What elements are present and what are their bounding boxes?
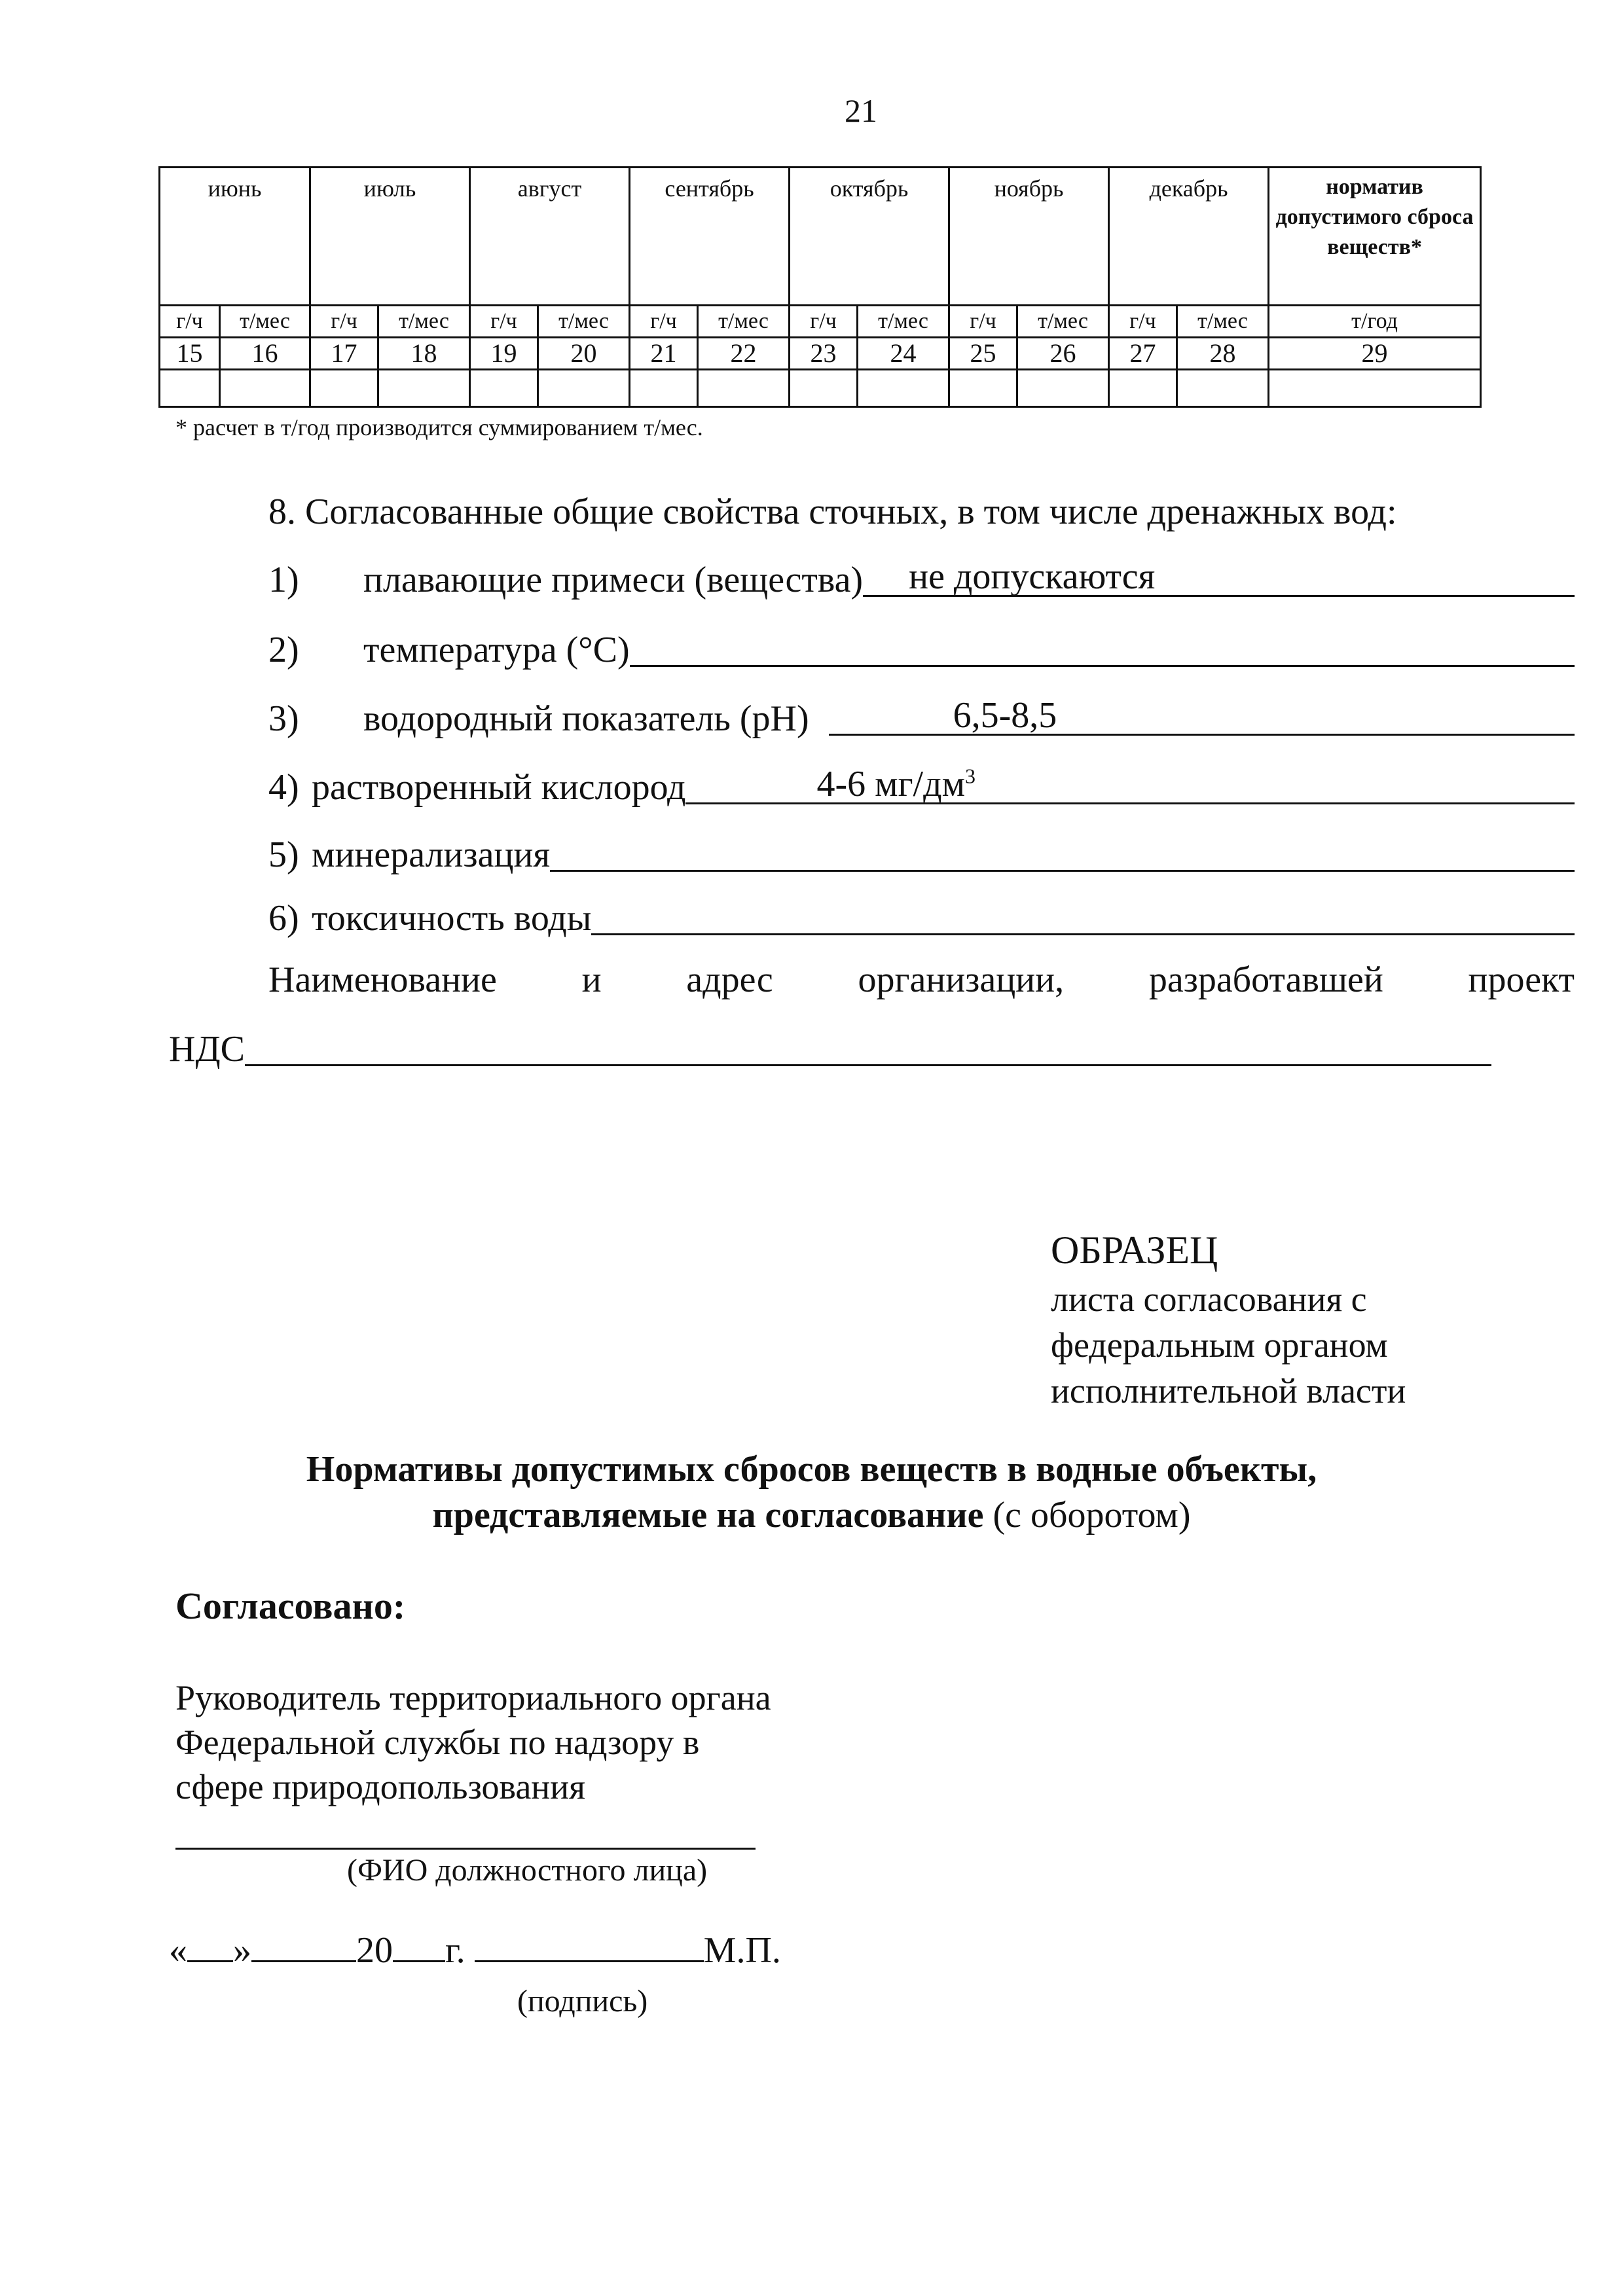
column-number: 22 (698, 338, 790, 370)
head-line: Федеральной службы по надзору в (175, 1723, 700, 1762)
head-position-block (175, 1676, 771, 1809)
nds-fill-line (245, 1025, 1491, 1066)
item-label: температура (°С) (363, 630, 630, 670)
monthly-discharge-table (158, 166, 1482, 408)
unit-cell: т/год (1269, 306, 1481, 338)
property-item-temperature (268, 625, 1575, 671)
item-value: не допускаются (909, 556, 1156, 597)
sample-line: федеральным органом (1051, 1325, 1388, 1365)
heading-line-2-bold: представляемые на согласование (432, 1495, 984, 1535)
empty-cell (698, 370, 790, 407)
head-line: Руководитель территориального органа (175, 1678, 771, 1717)
signature-blank (475, 1928, 704, 1962)
month-header: декабрь (1109, 168, 1269, 306)
column-number: 21 (630, 338, 698, 370)
empty-cell (220, 370, 310, 407)
item-number: 2) (268, 630, 299, 670)
nds-label: НДС (169, 1029, 245, 1069)
year-suffix: г. (445, 1930, 465, 1971)
month-header: июнь (160, 168, 310, 306)
fill-line (829, 694, 1575, 736)
nds-row (169, 1024, 1491, 1070)
org-word: адрес (686, 960, 773, 1000)
unit-cell: т/мес (1177, 306, 1269, 338)
org-word: Наименование (268, 960, 497, 1000)
org-word: и (581, 960, 602, 1000)
month-header: сентябрь (630, 168, 790, 306)
properties-title: 8. Согласованные общие свойства сточных, в том числе дренажных вод: (268, 492, 1397, 532)
fill-line (685, 763, 1575, 804)
signature-caption: (подпись) (517, 1984, 648, 2018)
fio-signature-line (175, 1848, 756, 1850)
fill-line (863, 556, 1575, 597)
main-heading (0, 1446, 1623, 1538)
fill-line (550, 831, 1575, 872)
item-label: водородный показатель (pH) (363, 698, 809, 739)
column-number: 28 (1177, 338, 1269, 370)
unit-cell: т/мес (858, 306, 949, 338)
item-label: плавающие примеси (вещества) (363, 560, 864, 600)
item-value (816, 763, 976, 805)
org-word: организации, (858, 960, 1065, 1000)
column-number: 20 (538, 338, 630, 370)
table-footnote: * расчет в т/год производится суммированием т/мес. (175, 414, 703, 440)
item-label: токсичность воды (312, 898, 592, 939)
heading-line-1: Нормативы допустимых сбросов веществ в водные объекты, (306, 1449, 1317, 1490)
unit-cell: г/ч (310, 306, 378, 338)
property-item-toxicity (268, 893, 1575, 939)
item-value-text: 4-6 мг/дм (816, 764, 966, 804)
item-label: минерализация (312, 834, 551, 875)
page-number: 21 (845, 92, 877, 129)
empty-cell (470, 370, 538, 407)
sample-block (1051, 1224, 1406, 1414)
empty-cell (160, 370, 220, 407)
unit-cell: г/ч (790, 306, 858, 338)
item-value-superscript: 3 (965, 764, 976, 788)
day-blank (187, 1928, 233, 1962)
unit-cell: г/ч (1109, 306, 1177, 338)
month-header: ноябрь (949, 168, 1109, 306)
unit-cell: т/мес (538, 306, 630, 338)
empty-cell (538, 370, 630, 407)
unit-cell: г/ч (470, 306, 538, 338)
item-number: 3) (268, 698, 299, 739)
norm-header: норматив допустимого сброса веществ* (1269, 168, 1481, 306)
year-blank (393, 1928, 445, 1962)
column-number: 26 (1017, 338, 1109, 370)
item-label: растворенный кислород (312, 767, 686, 808)
empty-data-row (160, 370, 1481, 407)
property-item-floating-impurities (268, 555, 1575, 601)
empty-cell (1017, 370, 1109, 407)
unit-cell: т/мес (698, 306, 790, 338)
item-value: 6,5-8,5 (953, 695, 1057, 736)
org-word: проект (1468, 960, 1575, 1000)
item-number: 4) (268, 767, 299, 808)
open-quote: « (169, 1930, 187, 1971)
empty-cell (630, 370, 698, 407)
empty-cell (1269, 370, 1481, 407)
close-quote: » (233, 1930, 251, 1971)
property-item-ph (268, 694, 1575, 740)
column-number: 19 (470, 338, 538, 370)
column-number: 17 (310, 338, 378, 370)
stamp-label: М.П. (703, 1930, 781, 1971)
date-signature-row (169, 1928, 781, 1971)
property-item-dissolved-oxygen (268, 762, 1575, 808)
table-header-row (160, 168, 1481, 306)
year-prefix: 20 (356, 1930, 393, 1971)
empty-cell (858, 370, 949, 407)
sample-line: листа согласования с (1051, 1280, 1367, 1319)
item-number: 6) (268, 898, 299, 939)
organization-line (268, 959, 1575, 1001)
org-word: разработавшей (1148, 960, 1383, 1000)
fill-line (591, 894, 1575, 935)
column-number: 16 (220, 338, 310, 370)
unit-cell: т/мес (1017, 306, 1109, 338)
column-number: 15 (160, 338, 220, 370)
item-number: 5) (268, 834, 299, 875)
fio-caption: (ФИО должностного лица) (347, 1853, 708, 1888)
column-number: 24 (858, 338, 949, 370)
empty-cell (790, 370, 858, 407)
property-item-mineralization (268, 830, 1575, 876)
month-header: октябрь (790, 168, 949, 306)
month-blank (251, 1928, 356, 1962)
column-number: 27 (1109, 338, 1177, 370)
item-number: 1) (268, 560, 299, 600)
head-line: сфере природопользования (175, 1767, 585, 1806)
empty-cell (949, 370, 1017, 407)
sample-line: исполнительной власти (1051, 1371, 1406, 1410)
units-row (160, 306, 1481, 338)
column-number: 29 (1269, 338, 1481, 370)
unit-cell: г/ч (949, 306, 1017, 338)
empty-cell (1177, 370, 1269, 407)
month-header: август (470, 168, 630, 306)
heading-line-2-normal: (с оборотом) (983, 1495, 1191, 1535)
sample-title: ОБРАЗЕЦ (1051, 1229, 1218, 1272)
empty-cell (310, 370, 378, 407)
unit-cell: г/ч (160, 306, 220, 338)
unit-cell: т/мес (378, 306, 470, 338)
column-number: 23 (790, 338, 858, 370)
unit-cell: г/ч (630, 306, 698, 338)
empty-cell (1109, 370, 1177, 407)
month-header: июль (310, 168, 470, 306)
fill-line (630, 626, 1575, 667)
column-number-row (160, 338, 1481, 370)
empty-cell (378, 370, 470, 407)
column-number: 18 (378, 338, 470, 370)
column-number: 25 (949, 338, 1017, 370)
unit-cell: т/мес (220, 306, 310, 338)
agreed-label: Согласовано: (175, 1585, 406, 1627)
